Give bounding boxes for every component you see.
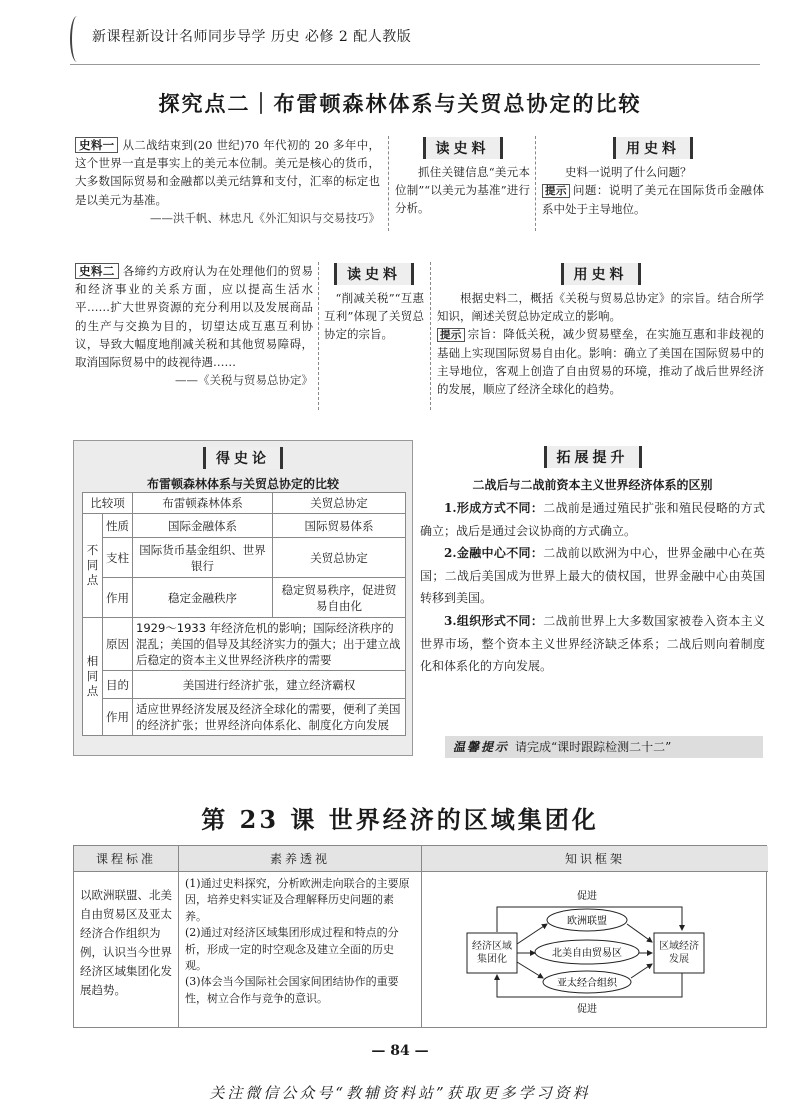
extension-point-2: 2.金融中心不同：二战前以欧洲为中心，世界金融中心在英国；二战后美国成为世界上最大的债权国，世界金融中心由英国转移到美国。 [420,546,765,606]
col-header-literacy: 素养透视 [179,846,422,872]
table-row [83,699,406,736]
extension-badge: 拓展提升 [544,446,642,468]
use-badge: 用史料 [561,263,641,285]
reminder-label: 温馨提示 [453,740,510,754]
use-question: 史料一说明了什么问题？ [565,165,692,179]
header-rule [70,64,760,65]
table-row [83,578,406,618]
table-cell: 稳定贸易秩序，促进贸易自由化 [273,578,406,618]
read-badge: 读史料 [423,137,503,159]
use-answer: 问题：说明了美元在国际货币金融体系中处于主导地位。 [542,183,765,216]
table-cell: 支柱 [103,538,133,578]
lesson-overview-table [73,845,767,1028]
row-group-same: 相同点 [83,618,103,736]
table-cell: 目的 [103,671,133,699]
divider [430,262,431,410]
use-question: 根据史料二，概括《关税与贸易总协定》的宗旨。结合所学知识，阐述关贸总协定成立的影响。 [437,291,764,323]
reminder-text: 请完成“课时跟踪检测二十二” [515,740,672,754]
lesson-title: 第 23 课 世界经济的区域集团化 [201,805,599,834]
source-one-tag: 史料一 [75,137,118,153]
col-header-framework: 知识框架 [422,846,768,872]
table-row [83,493,406,514]
source-two-tag: 史料二 [75,263,119,279]
divider [388,136,389,231]
extension-panel [420,440,765,756]
table-cell: 国际贸易体系 [273,514,406,538]
reminder-bar [445,736,763,758]
table-cell: 美国进行经济扩张，建立经济霸权 [133,671,406,699]
use-badge: 用史料 [613,137,693,159]
page-number: — 84 — [371,1043,429,1059]
source-two-text: 各缔约方政府认为在处理他们的贸易和经济事业的关系方面，应以提高生活水平……扩大世界资源的充分利用以及发展商品的生产与交换为目的，切望达成互惠互利协议，导致大幅度地削减关税和其他贸易障碍，取消国际贸易中的歧视待遇…… [75,264,313,370]
summary-table-title: 布雷顿森林体系与关贸总协定的比较 [146,477,339,491]
literacy-2: (2)通过对经济区域集团形成过程和特点的分析，形成一定的时空观念及建立全面的历史观。 [185,926,399,973]
table-cell: 原因 [103,618,133,671]
use-source-two [437,263,764,398]
table-cell: 1929～1933 年经济危机的影响；国际经济秩序的混乱；美国的倡导及其经济实力的强大；出于建立战后稳定的资本主义世界经济秩序的需要 [133,618,406,671]
read-text: “削减关税”“互惠互利”体现了关贸总协定的宗旨。 [324,291,424,341]
right-box-label: 区域经济发展 [659,941,699,965]
comparison-table [82,492,406,736]
table-row [83,618,406,671]
table-cell: 性质 [103,514,133,538]
source-one [75,136,380,227]
course-standard: 以欧洲联盟、北美自由贸易区及亚太经济合作组织为例，认识当今世界经济区域集团化发展趋势。 [74,872,179,1028]
source-two [75,262,313,389]
divider [535,136,536,231]
source-two-cite: ——《关税与贸易总协定》 [175,373,313,388]
source-one-text: 从二战结束到(20 世纪)70 年代初的 20 多年中，这个世界一直是事实上的美元本位制。美元是核心的货币，大多数国际贸易和金融都以美元结算和支付，汇率的标定也是以美元为基准。 [75,138,381,207]
running-header: 新课程新设计名师同步导学 历史 必修 2 配人教版 [92,29,412,45]
table-header: 关贸总协定 [273,493,406,514]
left-box-label: 经济区域集团化 [472,941,512,965]
use-source-one [542,137,764,218]
table-cell: 适应世界经济发展及经济全球化的需要，便利了美国的经济扩张；世界经济向体系化、制度化方向发展 [133,699,406,736]
ap-label: 亚太经合组织 [557,978,617,989]
table-cell: 国际货币基金组织、世界银行 [133,538,273,578]
literacy-points [179,872,422,1028]
literacy-1: (1)通过史料探究，分析欧洲走向联合的主要原因，培养史料实证及合理解释历史问题的素养。 [185,877,410,923]
col-header-standard: 课程标准 [74,846,179,872]
summary-badge: 得史论 [203,447,283,469]
eu-label: 欧洲联盟 [567,916,607,927]
table-row [83,671,406,699]
read-source-two [324,263,424,343]
table-header: 比较项 [83,493,133,514]
table-cell: 关贸总协定 [273,538,406,578]
extension-point-3: 3.组织形式不同：二战前世界上大多数国家被卷入资本主义世界市场，整个资本主义世界经济缺乏体系；二战后则向着制度化和体系化的方向发展。 [420,613,765,674]
row-group-diff: 不同点 [83,514,103,618]
hint-tag: 提示 [437,328,465,342]
read-badge: 读史料 [334,263,414,285]
table-cell: 作用 [103,578,133,618]
promote-bottom-label: 促进 [577,1004,597,1015]
extension-title: 二战后与二战前资本主义世界经济体系的区别 [472,478,713,492]
promote-top-label: 促进 [577,891,597,902]
header-brace [70,16,84,62]
table-row [83,514,406,538]
table-row [83,538,406,578]
source-one-cite: ——洪千帆、林忠凡《外汇知识与交易技巧》 [150,210,380,225]
literacy-3: (3)体会当今国际社会国家间团结协作的重要性，树立合作与竞争的意识。 [185,975,399,1005]
hint-tag: 提示 [542,184,570,198]
use-answer: 宗旨：降低关税，减少贸易壁垒，在实施互惠和非歧视的基础上实现国际贸易自由化。影响：确立了美国在国际贸易中的主导地位，客观上创造了自由贸易的环境，推动了战后世界经济的发展，顺应了经济全球化的趋势。 [437,327,765,396]
table-cell: 国际金融体系 [133,514,273,538]
extension-point-1: 1.形成方式不同：二战前是通过殖民扩张和殖民侵略的方式确立；战后是通过会议协商的方式确立。 [420,501,765,538]
section-title: 探究点二｜布雷顿森林体系与关贸总协定的比较 [158,92,642,116]
read-text: 抓住关键信息“美元本位制”“以美元为基准”进行分析。 [395,165,530,215]
table-cell: 稳定金融秩序 [133,578,273,618]
read-source-one [395,137,530,217]
table-header: 布雷顿森林体系 [133,493,273,514]
knowledge-framework [422,872,768,1028]
divider [318,262,319,410]
table-cell: 作用 [103,699,133,736]
na-label: 北美自由贸易区 [552,948,622,959]
footer-note: 关注微信公众号“教辅资料站”获取更多学习资料 [209,1084,591,1102]
